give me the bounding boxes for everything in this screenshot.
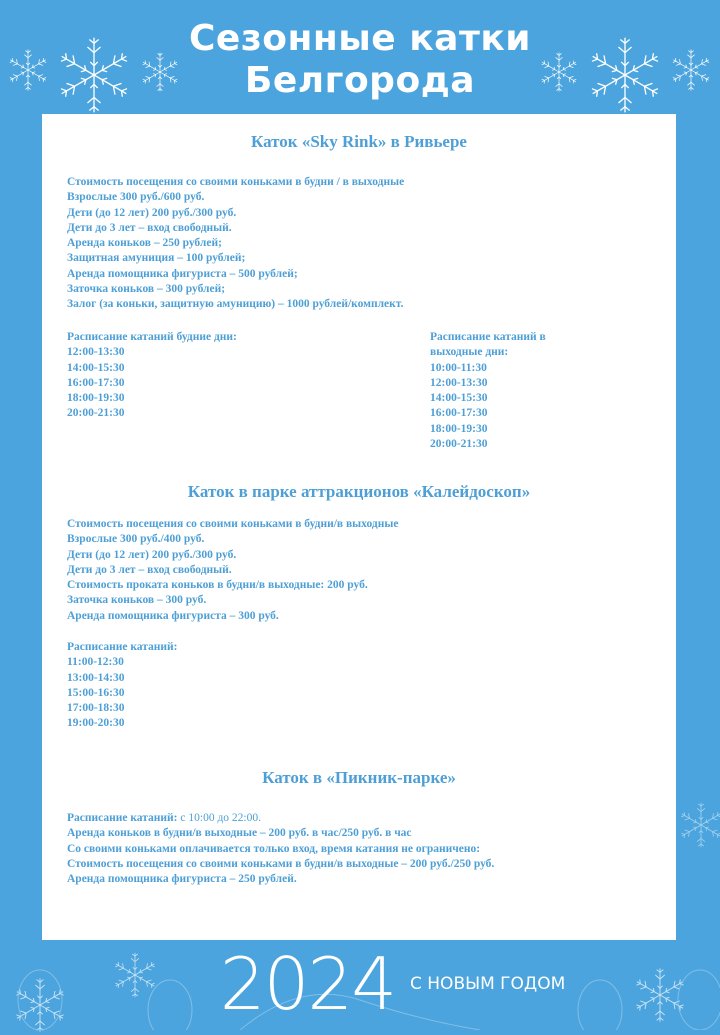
text-line: Аренда помощника фигуриста – 250 рублей. — [67, 873, 297, 886]
text-line: Взрослые 300 руб./400 руб. — [67, 533, 205, 546]
snowflake-icon — [583, 33, 667, 117]
text-line: 14:00-15:30 — [430, 392, 488, 405]
rink-prices — [67, 175, 404, 313]
schedule: Расписание катаний: 11:00-12:30 13:00-14:30 15:00-16:30 17:00-18:30 19:00-20:30 — [67, 640, 178, 732]
greeting: С НОВЫМ ГОДОМ — [410, 974, 566, 994]
snowflake-icon — [52, 33, 136, 117]
text-line: 13:00-14:30 — [67, 671, 125, 684]
text-line: Аренда коньков в будни/в выходные – 200 руб. в час/250 руб. в час — [67, 827, 412, 840]
text-line: Заточка коньков – 300 рублей; — [67, 283, 226, 296]
rink-title: Каток «Sky Rink» в Ривьере — [251, 132, 467, 151]
text-line: 12:00-13:30 — [67, 346, 125, 359]
text-line: Стоимость посещения со своими коньками в будни/в выходные – 200 руб./250 руб. — [67, 857, 495, 870]
text-line: 14:00-15:30 — [67, 361, 125, 374]
content-panel — [42, 114, 676, 940]
text-line: Заточка коньков – 300 руб. — [67, 594, 207, 607]
text-line: 19:00-20:30 — [67, 717, 125, 730]
text-line: Аренда коньков – 250 рублей; — [67, 237, 222, 250]
snowflake-icon — [138, 50, 182, 94]
snowflake-icon — [5, 47, 51, 93]
text-line: Дети до 3 лет – вход свободный. — [67, 221, 232, 234]
rink-title: Каток в парке аттракционов «Калейдоскоп» — [187, 482, 531, 501]
rink-title: Каток в «Пикник-парке» — [262, 768, 456, 787]
text-line: Дети (до 12 лет) 200 руб./300 руб. — [67, 548, 237, 561]
text-line: Аренда помощника фигуриста – 500 рублей; — [67, 267, 298, 280]
text-line: Стоимость посещения со своими коньками в будни/в выходные — [67, 518, 399, 530]
text-line: 18:00-19:30 — [67, 392, 125, 405]
text-line: 20:00-21:30 — [67, 407, 125, 420]
text-line: Взрослые 300 руб./600 руб. — [67, 191, 205, 204]
rink-info: Расписание катаний: с 10:00 до 22:00. Аренда коньков в будни/в выходные – 200 руб. в час/250 руб. в час Со своими коньками оплачивается только вход, время катания не ограничено: Стоимость посещения со своими коньками в будни/в выходные – 200 руб./250 руб. Аренда помощника фигуриста – 250 рублей. — [67, 811, 494, 887]
snowflake-icon — [668, 47, 714, 93]
weekday-schedule: Расписание катаний будние дни: 12:00-13:30 14:00-15:30 16:00-17:30 18:00-19:30 20:00-21:30 — [67, 330, 237, 422]
text-line: Залог (за коньки, защитную амуницию) – 1000 рублей/комплект. — [67, 298, 404, 311]
text-line: 12:00-13:30 — [430, 376, 488, 389]
text-line: Дети до 3 лет – вход свободный. — [67, 563, 232, 576]
weekend-schedule: Расписание катаний в выходные дни: 10:00-11:30 12:00-13:30 14:00-15:30 16:00-17:30 18:00-19:30 20:00-21:30 — [430, 330, 546, 452]
text-line: Защитная амуниция – 100 рублей; — [67, 252, 246, 265]
text-line: 10:00-11:30 — [430, 361, 487, 374]
poster-title: Сезонные катки Белгорода — [189, 18, 531, 101]
text-line: 17:00-18:30 — [67, 702, 125, 715]
text-line: 11:00-12:30 — [67, 656, 124, 669]
text-line: 18:00-19:30 — [430, 422, 488, 435]
text-line: Стоимость проката коньков в будни/в выходные: 200 руб. — [67, 579, 368, 592]
text-line: Дети (до 12 лет) 200 руб./300 руб. — [67, 206, 237, 219]
text-line: Со своими коньками оплачивается только вход, время катания не ограничено: — [67, 842, 481, 855]
year: 2024 — [219, 942, 395, 1026]
snowflake-icon — [676, 800, 720, 850]
text-line: 16:00-17:30 — [430, 407, 488, 420]
snowflake-icon — [537, 50, 581, 94]
rink-prices — [67, 517, 398, 624]
text-line: 15:00-16:30 — [67, 686, 125, 699]
text-line: 16:00-17:30 — [67, 376, 125, 389]
text-line: 20:00-21:30 — [430, 438, 488, 451]
text-line: Аренда помощника фигуриста – 300 руб. — [67, 609, 279, 622]
text-line: Стоимость посещения со своими коньками в будни / в выходные — [67, 176, 405, 188]
